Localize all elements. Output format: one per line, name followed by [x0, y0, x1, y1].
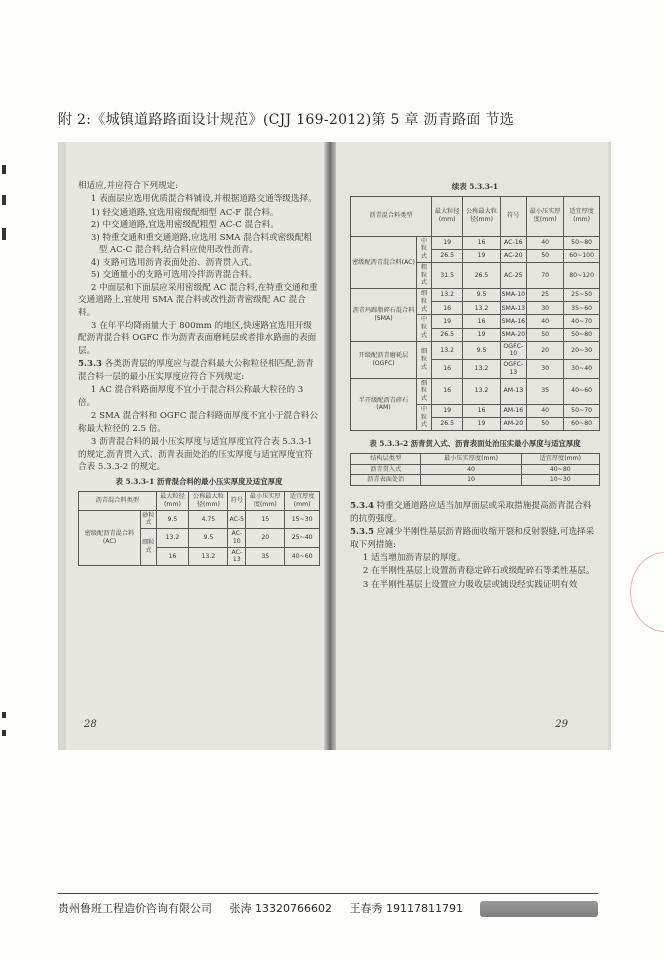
table-cell: 30: [527, 302, 564, 315]
table-cell: 4.75: [189, 510, 228, 529]
table-cell: AM-13: [500, 378, 526, 404]
scan-edge-mark: [2, 730, 6, 736]
page-number: 28: [84, 718, 97, 730]
table-header-cell: 沥青混合料类型: [351, 196, 432, 236]
table-header-cell: 最小压实厚度(mm): [246, 492, 285, 511]
table-header-cell: 最大粒径(mm): [156, 492, 189, 511]
thickness-table-part1: [78, 491, 320, 566]
table-cell: 25: [527, 289, 564, 302]
table-cell: 19: [431, 236, 462, 249]
table-cell: 细粒式: [417, 378, 432, 404]
thickness-table-continued: [350, 196, 600, 432]
clause-number: 5.3.3: [78, 359, 102, 370]
table-group-cell: 密级配沥青混合料(AC): [79, 510, 141, 566]
table-cell: 19: [463, 418, 500, 431]
table-cell: 16: [156, 547, 189, 566]
table-group-cell: 密级配沥青混合料(AC): [351, 236, 417, 289]
table-cell: 16: [431, 302, 462, 315]
table-cell: 40: [527, 404, 564, 417]
scan-edge-mark: [2, 228, 6, 240]
scan-edge-mark: [2, 712, 6, 718]
table-cell: 35~60: [564, 302, 600, 315]
scan-edge-mark: [2, 165, 6, 174]
clause-5-3-4: [350, 500, 600, 525]
table-cell: 9.5: [189, 529, 228, 548]
table-cell: 50: [527, 328, 564, 341]
table-caption: 续表 5.3.3-1: [451, 182, 499, 191]
table-cell: AC-16: [500, 236, 526, 249]
table-cell: 16: [463, 404, 500, 417]
table-cell: 细粒式: [141, 529, 157, 566]
table-cell: 50: [527, 418, 564, 431]
clause-item: 3 在半刚性基层上设置应力吸收层或铺设经实践证明有效: [362, 579, 578, 590]
table-row: [351, 289, 600, 302]
table-cell: AC-20: [500, 249, 526, 262]
contact-wang: 王春秀 19117811791: [349, 902, 463, 915]
table-header-cell: 适宜厚度(mm): [285, 492, 320, 511]
table-header-cell: 符号: [228, 492, 246, 511]
table-cell: 13.2: [463, 360, 500, 379]
table-header-cell: 公称最大粒径(mm): [463, 196, 500, 236]
table-cell: AC-25: [500, 262, 526, 288]
table-cell: 30: [527, 360, 564, 379]
table-cell: 16: [463, 315, 500, 328]
table-cell: 26.5: [431, 418, 462, 431]
table-caption: 表 5.3.3-2 沥青贯入式、沥青表面处治压实最小厚度与适宜厚度: [369, 439, 581, 449]
company-name: 贵州鲁班工程造价咨询有限公司: [58, 902, 212, 915]
table-cell: 70: [527, 262, 564, 288]
page-number: 29: [555, 718, 568, 730]
clause-number: 5.3.5: [350, 527, 374, 538]
table-cell: SMA-13: [500, 302, 526, 315]
subitem: 2) 中交通道路,宜选用密级配粗型 AC-C 混合料。: [90, 220, 279, 231]
table-cell: SMA-20: [500, 328, 526, 341]
clause-item: 1 AC 混合料路面厚度不宜小于混合料公称最大粒径的 3 倍。: [78, 385, 304, 408]
table-group-cell: 开级配沥青磨耗层(OGFC): [351, 341, 417, 378]
table-cell: AM-16: [500, 404, 526, 417]
table-cell: 细粒式: [417, 289, 432, 315]
table-cell: 40~60: [285, 547, 320, 566]
table-cell: 13.2: [189, 547, 228, 566]
table-cell: 细粒式: [417, 341, 432, 378]
table-cell: 20: [527, 341, 564, 360]
table-cell: 13.2: [463, 378, 500, 404]
table-row: [351, 475, 600, 486]
clause-item: 1 适当增加沥青层的厚度。: [362, 553, 466, 564]
table-header-row: [79, 492, 320, 511]
footer-divider: [58, 893, 598, 894]
table-cell: 20~30: [564, 341, 600, 360]
left-page: [66, 142, 328, 750]
table-cell: 13.2: [463, 302, 500, 315]
table-cell: 13.2: [156, 529, 189, 548]
table-cell: 16: [463, 236, 500, 249]
red-stamp-seal: [630, 552, 664, 632]
table-cell: SMA-16: [500, 315, 526, 328]
table-row: [351, 464, 600, 475]
clause-5-3-5: [350, 526, 600, 551]
table-cell: 19: [431, 315, 462, 328]
table-cell: 沥青表面处治: [351, 475, 421, 486]
clause-text: 各类沥青层的厚度应与混合料最大公称粒径相匹配,沥青混合料一层的最小压实厚度应符合下列规定:: [78, 359, 314, 382]
footer: [58, 900, 618, 917]
table-cell: 中粒式: [417, 404, 432, 430]
table-group-cell: 半开级配沥青碎石(AM): [351, 378, 417, 431]
table-cell: 9.5: [463, 341, 500, 360]
table-cell: 16: [431, 378, 462, 404]
clause-item: 3 沥青混合料的最小压实厚度与适宜厚度宜符合表 5.3.3-1 的规定,沥青贯入式、沥青表面处治的压实厚度与适宜厚度宜符合表 5.3.3-2 的规定。: [78, 437, 313, 472]
item-2: 2 中面层和下面层应采用密级配 AC 混合料,在特重交通和重交通道路上,宜使用 SMA 混合料或改性沥青密级配 AC 混合料。: [78, 282, 318, 318]
penetration-table: [350, 453, 600, 486]
table-cell: 80~120: [564, 262, 600, 288]
table-cell: 50~80: [564, 236, 600, 249]
table-cell: 30~40: [564, 360, 600, 379]
table-cell: 15~30: [285, 510, 320, 529]
table-cell: AM-20: [500, 418, 526, 431]
table-cell: 19: [463, 328, 500, 341]
clause-item: 2 SMA 混合料和 OGFC 混合料路面厚度不宜小于混合料公称最大粒径的 2.5 倍。: [78, 411, 318, 434]
table-cell: 40~80: [521, 464, 599, 475]
clause-5-3-3: [78, 358, 320, 383]
table-cell: 19: [463, 249, 500, 262]
clause-text: 应减少半刚性基层沥青路面收缩开裂和反射裂缝,可选择采取下列措施:: [350, 527, 595, 550]
table-row: [351, 378, 600, 404]
table-group-cell: 沥青玛蹄脂碎石混合料(SMA): [351, 289, 417, 342]
table-cell: OGFC-13: [500, 360, 526, 379]
table-cell: 40: [527, 315, 564, 328]
table-cell: AC-10: [228, 529, 246, 548]
table-header-row: [351, 453, 600, 464]
table-caption: 表 5.3.3-1 沥青混合料的最小压实厚度及适宜厚度: [115, 477, 283, 487]
table-header-cell: 符号: [500, 196, 526, 236]
table-cell: 35: [527, 378, 564, 404]
table-cell: 25~50: [564, 289, 600, 302]
subitem: 5) 交通量小的支路可选用冷拌沥青混合料。: [90, 270, 258, 281]
table-cell: AC-5: [228, 510, 246, 529]
scan-edge-mark: [2, 195, 6, 205]
table-header-cell: 最小压实厚度(mm): [421, 453, 521, 464]
table-cell: 50~80: [564, 328, 600, 341]
table-header-cell: 最小压实厚度(mm): [527, 196, 564, 236]
table-header-cell: 适宜厚度(mm): [521, 453, 599, 464]
table-cell: 砂粒式: [141, 510, 157, 529]
table-cell: SMA-10: [500, 289, 526, 302]
table-cell: 26.5: [463, 262, 500, 288]
table-cell: 26.5: [431, 249, 462, 262]
table-cell: 沥青贯入式: [351, 464, 421, 475]
book-scan: [58, 142, 611, 750]
table-cell: 60~100: [564, 249, 600, 262]
table-cell: 20: [246, 529, 285, 548]
table-cell: 35: [246, 547, 285, 566]
clause-text: 特重交通道路应适当加厚面层或采取措施提高沥青混合料的抗剪强度。: [350, 501, 592, 524]
right-page: [336, 142, 608, 750]
table-cell: 50~70: [564, 404, 600, 417]
intro-text: 相适应,并应符合下列规定:: [78, 181, 179, 191]
table-cell: 中粒式: [417, 236, 432, 262]
table-header-cell: 沥青混合料类型: [79, 492, 157, 511]
table-header-cell: 适宜厚度(mm): [564, 196, 600, 236]
table-cell: 粗粒式: [417, 262, 432, 288]
table-row: [351, 236, 600, 249]
redacted-block: [480, 901, 598, 917]
table-cell: 40~70: [564, 315, 600, 328]
item-3: 3 在年平均降雨量大于 800mm 的地区,快速路宜选用开级配沥青混合料 OGFC 作为沥青表面磨耗层或者排水路面的表面层。: [78, 320, 317, 356]
table-cell: 10~30: [521, 475, 599, 486]
table-cell: 13.2: [431, 289, 462, 302]
table-cell: 60~80: [564, 418, 600, 431]
table-header-cell: 最大粒径(mm): [431, 196, 462, 236]
contact-zhang: 张涛 13320766602: [229, 902, 332, 915]
table-cell: 9.5: [156, 510, 189, 529]
subitem: 4) 支路可选用沥青表面处治、沥青贯入式。: [90, 257, 258, 268]
table-cell: OGFC-10: [500, 341, 526, 360]
page-header: 附 2:《城镇道路路面设计规范》(CJJ 169-2012)第 5 章 沥青路面 节选: [58, 112, 515, 128]
table-cell: 31.5: [431, 262, 462, 288]
table-cell: 16: [431, 360, 462, 379]
table-cell: 中粒式: [417, 315, 432, 341]
table-cell: 50: [527, 249, 564, 262]
table-cell: 40: [421, 464, 521, 475]
table-row: [79, 510, 320, 529]
table-cell: 10: [421, 475, 521, 486]
table-cell: 15: [246, 510, 285, 529]
table-header-cell: 结构层类型: [351, 453, 421, 464]
table-cell: 19: [431, 404, 462, 417]
table-cell: 40~60: [564, 378, 600, 404]
subitem: 1) 轻交通道路,宜选用密级配细型 AC-F 混合料。: [90, 207, 279, 218]
table-row: [351, 341, 600, 360]
clause-number: 5.3.4: [350, 501, 374, 512]
clause-item: 2 在半刚性基层上设置沥青稳定碎石或级配碎石等柔性基层。: [362, 566, 595, 577]
table-cell: 13.2: [431, 341, 462, 360]
table-cell: 9.5: [463, 289, 500, 302]
item-1: 1 表面层应选用优质混合料铺设,并根据道路交通等级选择。: [90, 194, 317, 205]
table-cell: 40: [527, 236, 564, 249]
subitem: 3) 特重交通和重交通道路,应选用 SMA 混合料或密级配粗型 AC-C 混合料,结合料应使用改性沥青。: [90, 232, 313, 256]
table-header-row: [351, 196, 600, 236]
table-cell: 25~40: [285, 529, 320, 548]
table-header-cell: 公称最大粒径(mm): [189, 492, 228, 511]
table-cell: 26.5: [431, 328, 462, 341]
table-cell: AC-13: [228, 547, 246, 566]
